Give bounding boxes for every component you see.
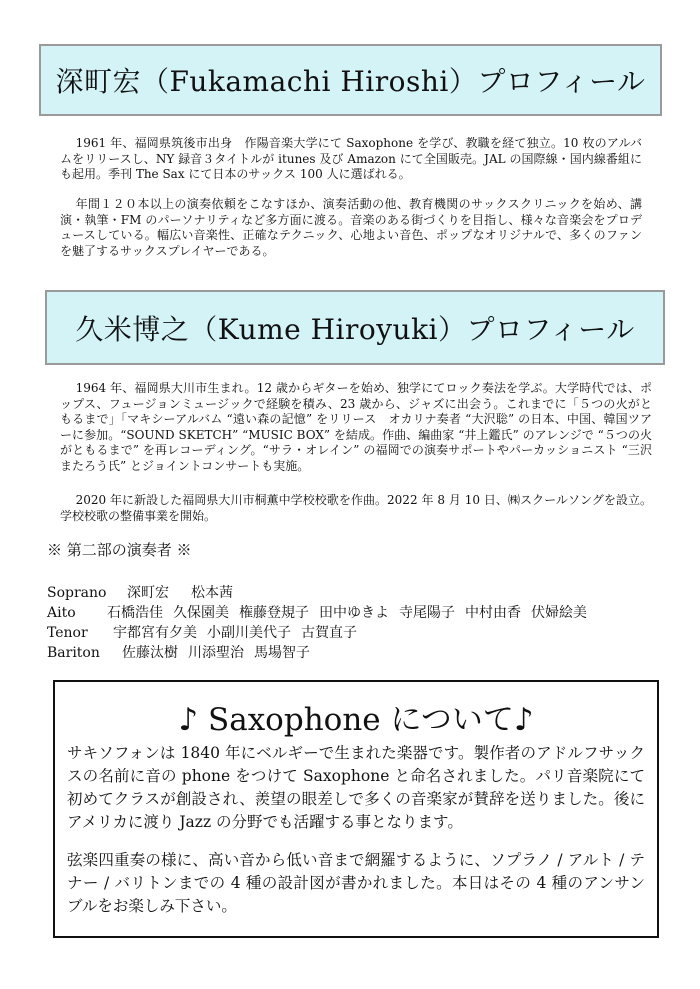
performer-name: 古賀直子 <box>301 625 357 641</box>
performer-name: 伏婦絵美 <box>531 605 587 621</box>
saxophone-title: ♪ Saxophone について♪ <box>178 702 534 738</box>
part-label: Bariton <box>47 645 100 661</box>
saxophone-info-box <box>53 680 659 938</box>
performer-row-baritone <box>47 643 697 663</box>
part-label: Tenor <box>47 625 88 641</box>
performer-name: 小副川美代子 <box>207 625 291 641</box>
profile-paragraph: 1961 年、福岡県筑後市出身 作陽音楽大学にて Saxophone を学び、教職を経て独立。10 枚のアルバムをリリースし、NY 録音３タイトルが itunes 及び Amazon にて全国販売。JAL の国際線・国内線番組にも起用。季刊 The Sax にて日本のサックス 100 人に選ばれる。 <box>60 136 642 181</box>
performer-row-soprano <box>47 583 697 603</box>
performer-name: 中村由香 <box>465 605 521 621</box>
performer-name: 川添聖治 <box>188 645 244 661</box>
profile-title-kume: 久米博之（Kume Hiroyuki）プロフィール <box>75 312 635 346</box>
saxophone-paragraph: サキソフォンは 1840 年にベルギーで生まれた楽器です。製作者のアドルフサックスの名前に音の phone をつけて Saxophone と命名されました。パリ音楽院にて初めてクラスが創設され、羨望の眼差しで多くの音楽家が賛辞を送りました。後にアメリカに渡り Jazz の分野でも活躍する事となります。 <box>67 744 645 831</box>
profile-title-box-kume <box>45 290 665 365</box>
performer-name: 寺尾陽子 <box>399 605 455 621</box>
performer-name: 久保園美 <box>173 605 229 621</box>
part-label: Soprano <box>47 585 107 601</box>
profile-paragraph: 1964 年、福岡県大川市生まれ。12 歳からギターを始め、独学にてロック奏法を学ぶ。大学時代では、ポップス、フュージョンミュージックで経験を積み、23 歳から、ジャズに出会う。これまでに「５つの火がともるまで」「マキシーアルバム “遠い森の記憶” をリリース オカリナ奏者 “大沢聡” の日本、中国、韓国ツアーに参加。“SOUND SKETCH” “MUSIC BOX” を結成。作曲、編曲家 “井上鑑氏” のアレンジで “５つの火がともるまで” を再レコーディング。“サラ・オレイン” の福岡での演奏サポートやパーカッショニスト “三沢またろう氏” とジョイントコンサートも実施。 <box>60 381 652 473</box>
performer-name: 権藤登規子 <box>239 605 309 621</box>
performers-list <box>47 583 697 663</box>
performer-name: 馬場智子 <box>254 645 310 661</box>
saxophone-paragraph: 弦楽四重奏の様に、高い音から低い音まで網羅するように、ソプラノ / アルト / テナー / バリトンまでの 4 種の設計図が書かれました。本日はその 4 種のアンサンブルをお楽しみ下さい。 <box>67 851 645 915</box>
profile-paragraph: 年間１２０本以上の演奏依頼をこなすほか、演奏活動の他、教育機関のサックスクリニックを始め、講演・執筆・FM のパーソナリティなど多方面に渡る。音楽のある街づくりを目指し、様々な音楽会をプロデュースしている。幅広い音楽性、正確なテクニック、心地よい音色、ポップなオリジナルで、多くのファンを魅了するサックスプレイヤーである。 <box>60 197 642 258</box>
performers-heading: ※ 第二部の演奏者 ※ <box>47 541 192 559</box>
performer-name: 松本茜 <box>191 585 233 601</box>
performer-row-alto <box>47 603 697 623</box>
profile-title-box-fukamachi <box>39 44 662 116</box>
performer-row-tenor <box>47 623 697 643</box>
performer-name: 宇都宮有夕美 <box>113 625 197 641</box>
profile-paragraph: 2020 年に新設した福岡県大川市桐薫中学校校歌を作曲。2022 年 8 月 10 日、㈱スクールソングを設立。学校校歌の整備事業を開始。 <box>60 493 652 523</box>
profile-title-fukamachi: 深町宏（Fukamachi Hiroshi）プロフィール <box>55 65 646 98</box>
part-label: Aito <box>47 605 76 621</box>
performer-name: 深町宏 <box>127 585 169 601</box>
performer-name: 石橋浩佳 <box>107 605 163 621</box>
performer-name: 佐藤汰樹 <box>122 645 178 661</box>
performer-name: 田中ゆきよ <box>319 605 389 621</box>
